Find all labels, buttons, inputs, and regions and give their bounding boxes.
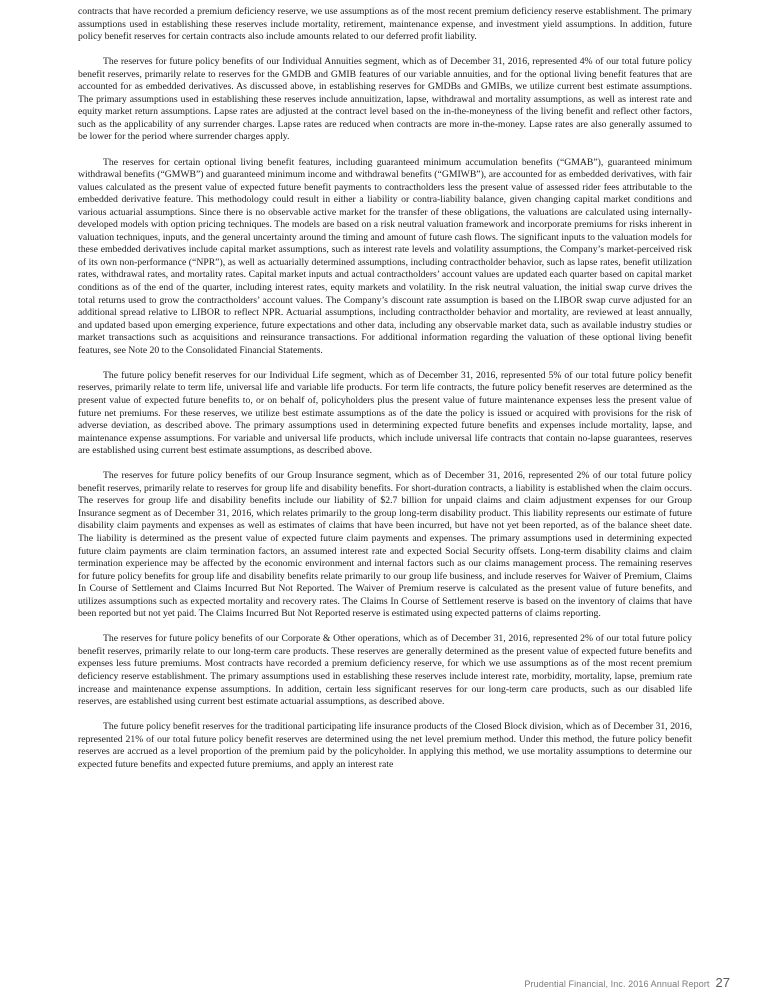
document-body xyxy=(78,6,692,784)
paragraph-individual-annuities: The reserves for future policy benefits of our Individual Annuities segment, which as of December 31, 2016, represented 4% of our total future policy benefit reserves, primarily relate to reserves for the GMDB and GMIB features of our variable annuities, and for the optional living benefit features that are accounted for as embedded derivatives. As discussed above, in establishing reserves for GMDBs and GMIBs, we utilize current best estimate assumptions. The primary assumptions used in establishing these reserves include annuitization, lapse, withdrawal and mortality assumptions, as well as interest rate and equity market return assumptions. Lapse rates are adjusted at the contract level based on the in-the-moneyness of the living benefit and reflect other factors, such as the applicability of any surrender charges. Lapse rates are reduced when contracts are more in-the-money. Lapse rates are also generally assumed to be lower for the period where surrender charges apply. xyxy=(78,56,692,143)
footer-report-name: Prudential Financial, Inc. 2016 Annual Report xyxy=(524,979,710,989)
paragraph-premium-deficiency-continuation: contracts that have recorded a premium deficiency reserve, we use assumptions as of the most recent premium deficiency reserve establishment. The primary assumptions used in establishing these reserves include mortality, retirement, maintenance expense, and investment yield assumptions. In addition, future policy benefit reserves for certain contracts also include amounts related to our deferred profit liability. xyxy=(78,6,692,43)
paragraph-closed-block: The future policy benefit reserves for the traditional participating life insurance products of the Closed Block division, which as of December 31, 2016, represented 21% of our total future policy benefit reserves are determined using the net level premium method. Under this method, the future policy benefit reserves are accrued as a level proportion of the premium paid by the policyholder. In applying this method, we use mortality assumptions to determine our expected future benefits and expected future premiums, and apply an interest rate xyxy=(78,721,692,770)
paragraph-corporate-other: The reserves for future policy benefits of our Corporate & Other operations, which as of December 31, 2016, represented 2% of our total future policy benefit reserves, primarily relate to our long-term care products. These reserves are generally determined as the present value of expected future benefits and expenses less future premiums. Most contracts have recorded a premium deficiency reserve, for which we use assumptions as of the most recent premium deficiency reserve establishment. The primary assumptions used in establishing these reserves include interest rate, morbidity, mortality, lapse, premium rate increase and maintenance expense assumptions. In addition, certain less significant reserves for our long-term care products, such as our disabled life reserves, are established using current best estimate actuarial assumptions, as described above. xyxy=(78,633,692,708)
page-number: 27 xyxy=(715,975,730,990)
paragraph-group-insurance: The reserves for future policy benefits of our Group Insurance segment, which as of December 31, 2016, represented 2% of our total future policy benefit reserves, primarily relate to reserves for group life and disability benefits. For short-duration contracts, a liability is established when the claim occurs. The reserves for group life and disability benefits include our liability of $2.7 billion for unpaid claims and claim adjustment expenses for our Group Insurance segment as of December 31, 2016, which relates primarily to the group long-term disability product. This liability represents our estimate of future disability claim payments and expenses as well as estimates of claims that have been incurred, but have not yet been reported, as of the balance sheet date. The liability is determined as the present value of expected future claim payments and expenses. The primary assumptions used in determining expected future claim payments are claim termination factors, an assumed interest rate and expected Social Security offsets. Long-term disability claims and claim termination experience may be affected by the economic environment and internal factors such as our claims management process. The remaining reserves for future policy benefits for group life and disability benefits relate primarily to our group life business, and include reserves for Waiver of Premium, Claims In Course of Settlement and Claims Incurred But Not Reported. The Waiver of Premium reserve is calculated as the present value of future benefits, and utilizes assumptions such as expected mortality and recovery rates. The Claims In Course of Settlement reserve is based on the inventory of claims that have been reported but not yet paid. The Claims Incurred But Not Reported reserve is estimated using expected patterns of claims reporting. xyxy=(78,470,692,620)
paragraph-optional-living-benefits: The reserves for certain optional living benefit features, including guaranteed minimum accumulation benefits (“GMAB”), guaranteed minimum withdrawal benefits (“GMWB”) and guaranteed minimum income and withdrawal benefits (“GMIWB”), are accounted for as embedded derivatives, with fair values calculated as the present value of expected future benefit payments to contractholders less the present value of assessed rider fees attributable to the embedded derivative feature. This methodology could result in either a liability or contra-liability balance, given changing capital market conditions and various actuarial assumptions. Since there is no observable active market for the transfer of these obligations, the valuations are calculated using internally-developed models with option pricing techniques. The models are based on a risk neutral valuation framework and incorporate premiums for risks inherent in valuation techniques, inputs, and the general uncertainty around the timing and amount of future cash flows. The significant inputs to the valuation models for these embedded derivatives include capital market assumptions, such as interest rate levels and volatility assumptions, the Company’s market-perceived risk of its own non-performance (“NPR”), as well as actuarially determined assumptions, including contractholder behavior, such as lapse rates, benefit utilization rates, withdrawal rates, and mortality rates. Capital market inputs and actual contractholders’ account values are updated each quarter based on capital market conditions as of the end of the quarter, including interest rates, equity markets and volatility. In the risk neutral valuation, the initial swap curve drives the total returns used to grow the contractholders’ account values. The Company’s discount rate assumption is based on the LIBOR swap curve adjusted for an additional spread relative to LIBOR to reflect NPR. Actuarial assumptions, including contractholder behavior and mortality, are reviewed at least annually, and updated based upon emerging experience, future expectations and other data, including any observable market data, such as available industry studies or market transactions such as acquisitions and reinsurance transactions. For additional information regarding the valuation of these optional living benefit features, see Note 20 to the Consolidated Financial Statements. xyxy=(78,156,692,356)
paragraph-individual-life: The future policy benefit reserves for our Individual Life segment, which as of December 31, 2016, represented 5% of our total future policy benefit reserves, primarily relate to term life, universal life and variable life products. For term life contracts, the future policy benefit reserves are determined as the present value of expected future benefits to, or on behalf of, policyholders plus the present value of future maintenance expenses less the present value of future net premiums. For these reserves, we utilize best estimate assumptions as of the date the policy is issued or acquired with provisions for the risk of adverse deviation, as described above. The primary assumptions used in determining expected future benefits and expenses include mortality, lapse, and maintenance expense assumptions. For variable and universal life products, which include universal life contracts that contain no-lapse guarantees, reserves are established using current best estimate assumptions, as described above. xyxy=(78,369,692,457)
page-footer xyxy=(524,974,730,992)
